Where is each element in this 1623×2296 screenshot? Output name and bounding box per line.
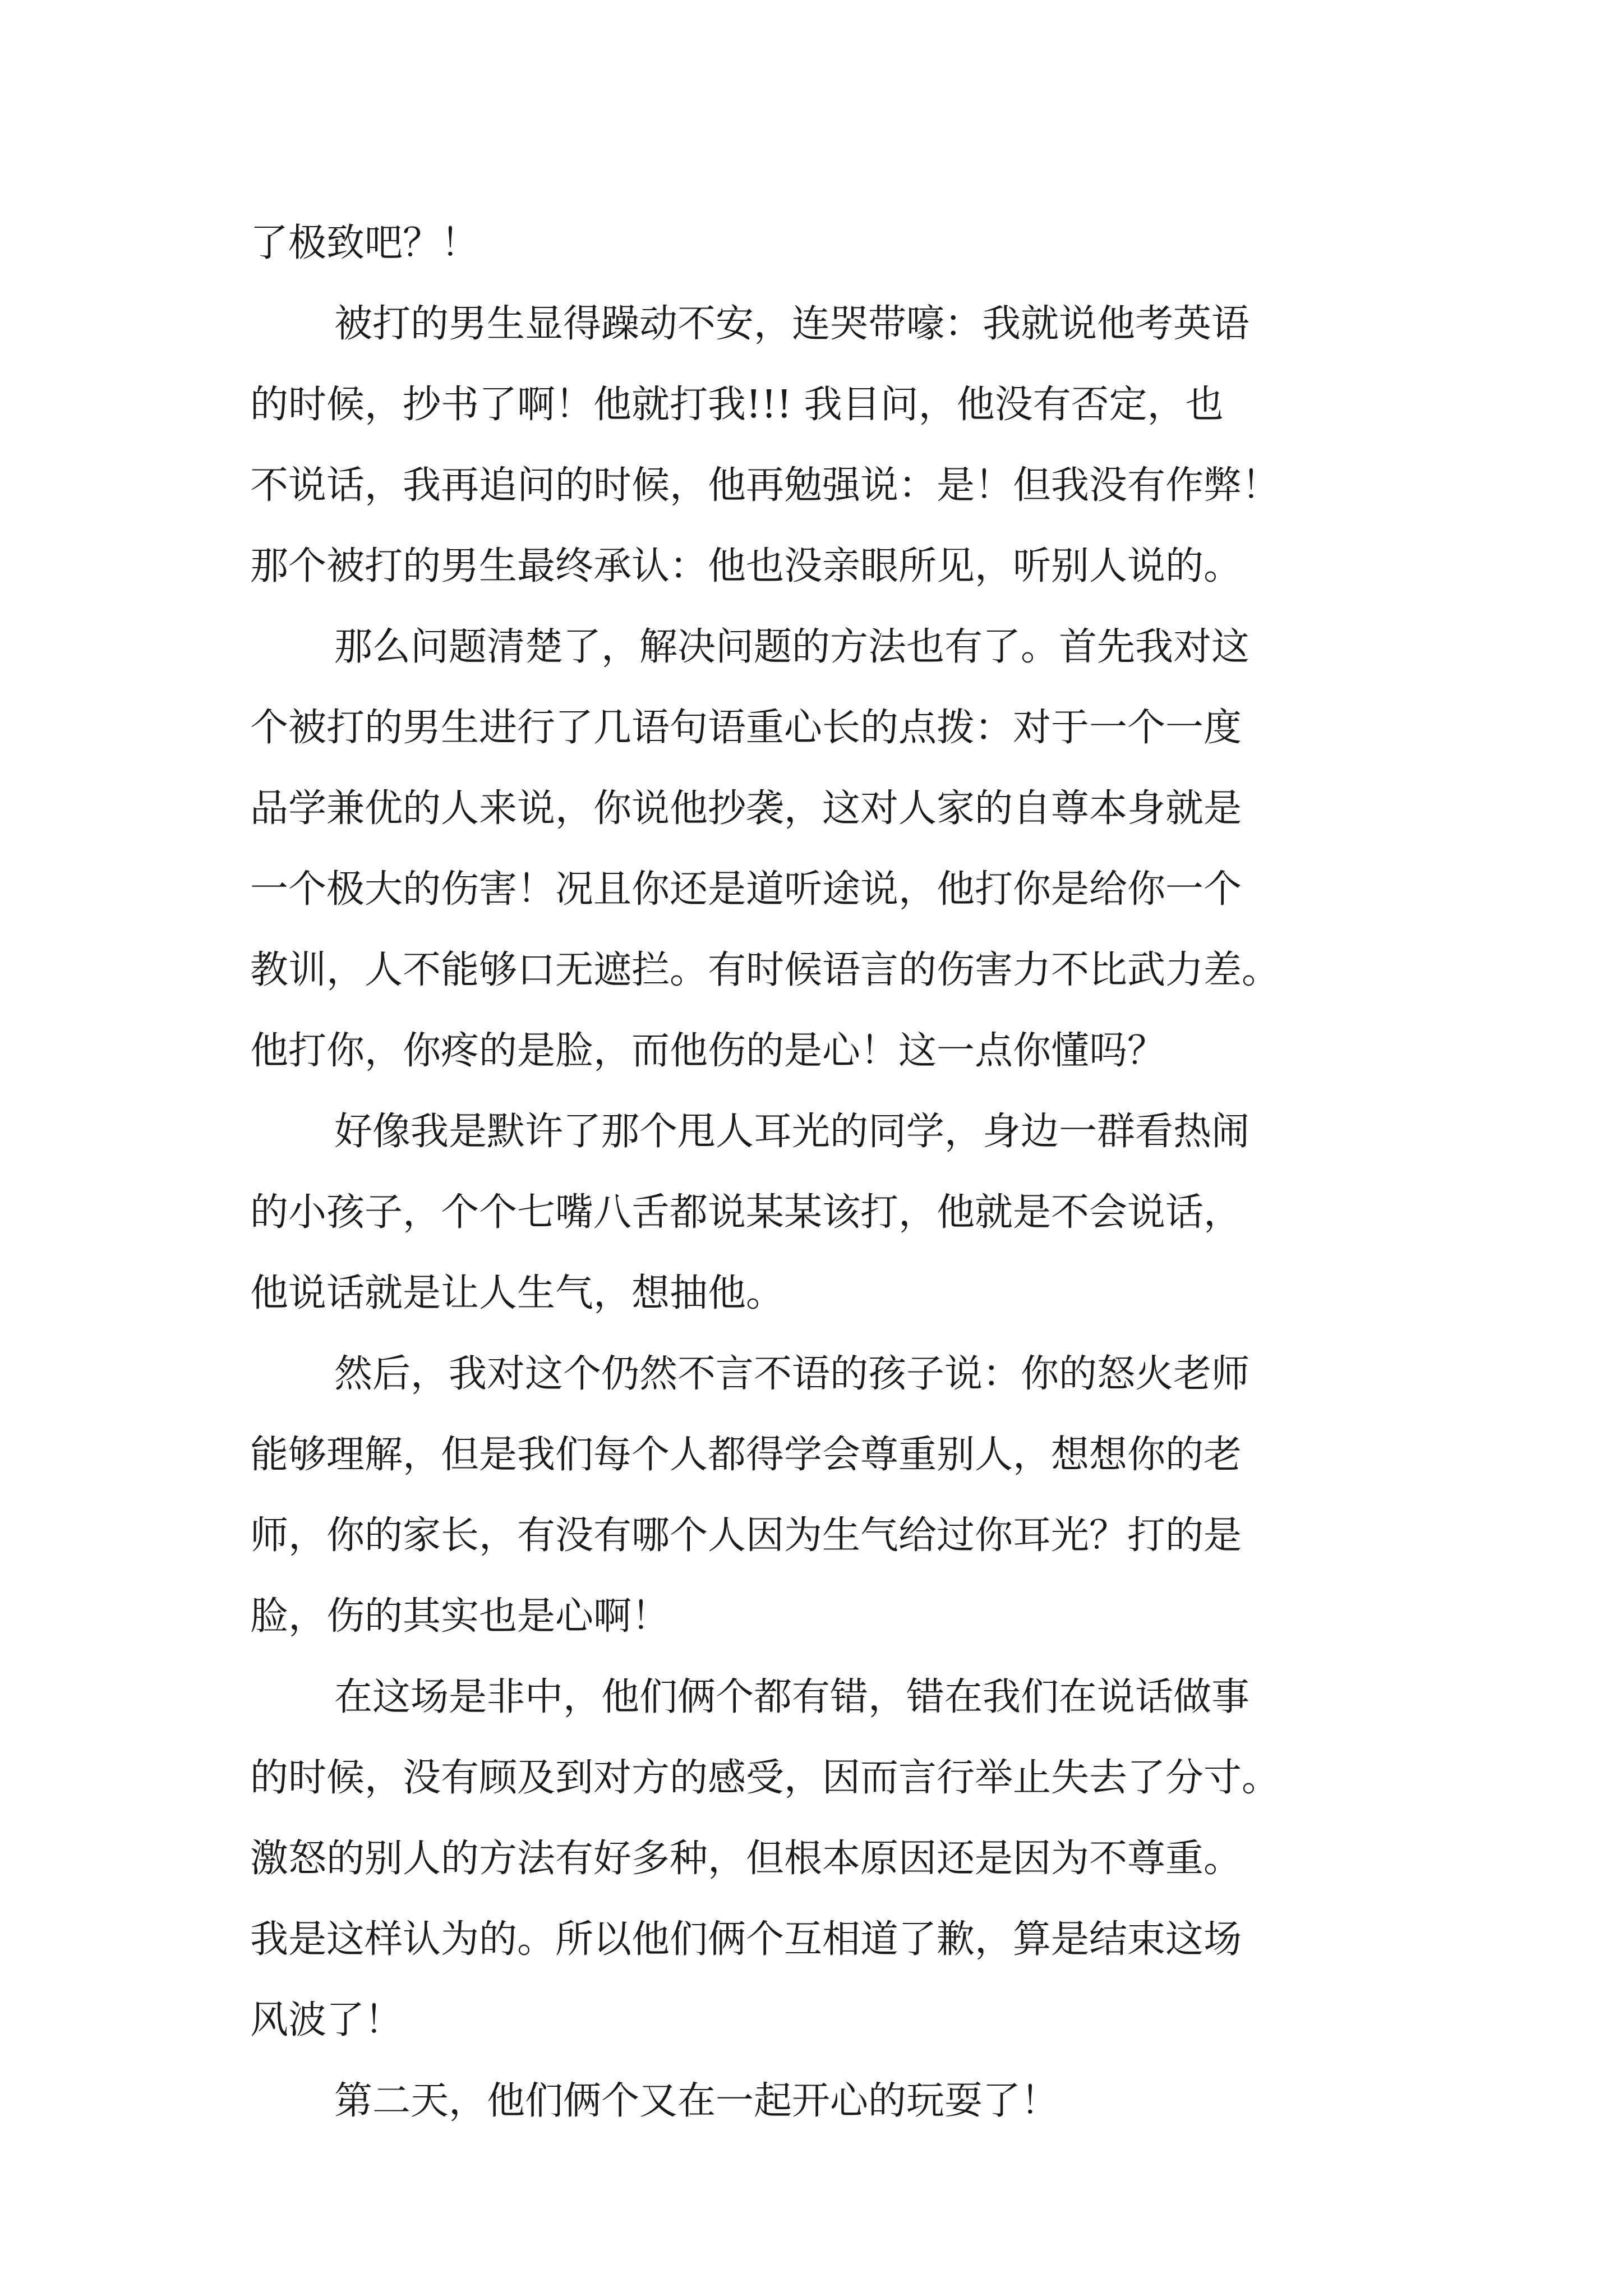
paragraph-3 [250,607,1394,1092]
paragraph-line: 他说话就是让人生气，想抽他。 [250,1271,785,1315]
paragraph-line: 不说话，我再追问的时候，他再勉强说：是！但我没有作弊！ [250,463,1280,508]
paragraph-2 [250,284,1394,607]
paragraph-line: 那个被打的男生最终承认：他也没亲眼所见，听别人说的。 [250,544,1242,588]
paragraph-line: 激怒的别人的方法有好多种，但根本原因还是因为不尊重。 [250,1837,1242,1881]
document-body [250,203,1394,2142]
paragraph-line: 的时候，没有顾及到对方的感受，因而言行举止失去了分寸。 [250,1756,1280,1800]
paragraph-line: 风波了！ [250,1998,403,2042]
paragraph-line: 个被打的男生进行了几语句语重心长的点拨：对于一个一度 [250,706,1242,750]
paragraph-line: 了极致吧？！ [250,221,479,265]
paragraph-line: 他打你，你疼的是脸，而他伤的是心！这一点你懂吗？ [250,1029,1166,1073]
paragraph-line: 然后，我对这个仍然不言不语的孩子说：你的怒火老师 [334,1352,1250,1396]
paragraph-line: 在这场是非中，他们俩个都有错，错在我们在说话做事 [334,1675,1250,1719]
paragraph-line: 师，你的家长，有没有哪个人因为生气给过你耳光？打的是 [250,1513,1242,1558]
paragraph-line: 脸，伤的其实也是心啊！ [250,1594,670,1639]
paragraph-line: 品学兼优的人来说，你说他抄袭，这对人家的自尊本身就是 [250,786,1242,831]
paragraph-7 [250,2061,1394,2142]
paragraph-line: 能够理解，但是我们每个人都得学会尊重别人，想想你的老 [250,1433,1242,1477]
paragraph-line: 那么问题清楚了，解决问题的方法也有了。首先我对这 [334,625,1250,669]
paragraph-line: 好像我是默许了那个甩人耳光的同学，身边一群看热闹 [334,1110,1250,1154]
paragraph-1 [250,203,1394,284]
paragraph-line: 第二天，他们俩个又在一起开心的玩耍了！ [334,2079,1059,2123]
paragraph-4 [250,1092,1394,1334]
paragraph-line: 的小孩子，个个七嘴八舌都说某某该打，他就是不会说话， [250,1190,1242,1235]
paragraph-line: 我是这样认为的。所以他们俩个互相道了歉，算是结束这场 [250,1917,1242,1962]
paragraph-line: 的时候，抄书了啊！他就打我!!! 我目问，他没有否定，也 [250,383,1224,427]
paragraph-line: 被打的男生显得躁动不安，连哭带嚎：我就说他考英语 [334,302,1250,346]
paragraph-6 [250,1657,1394,2061]
paragraph-line: 一个极大的伤害！况且你还是道听途说，他打你是给你一个 [250,867,1242,912]
paragraph-line: 教训，人不能够口无遮拦。有时候语言的伤害力不比武力差。 [250,948,1280,992]
paragraph-5 [250,1334,1394,1657]
